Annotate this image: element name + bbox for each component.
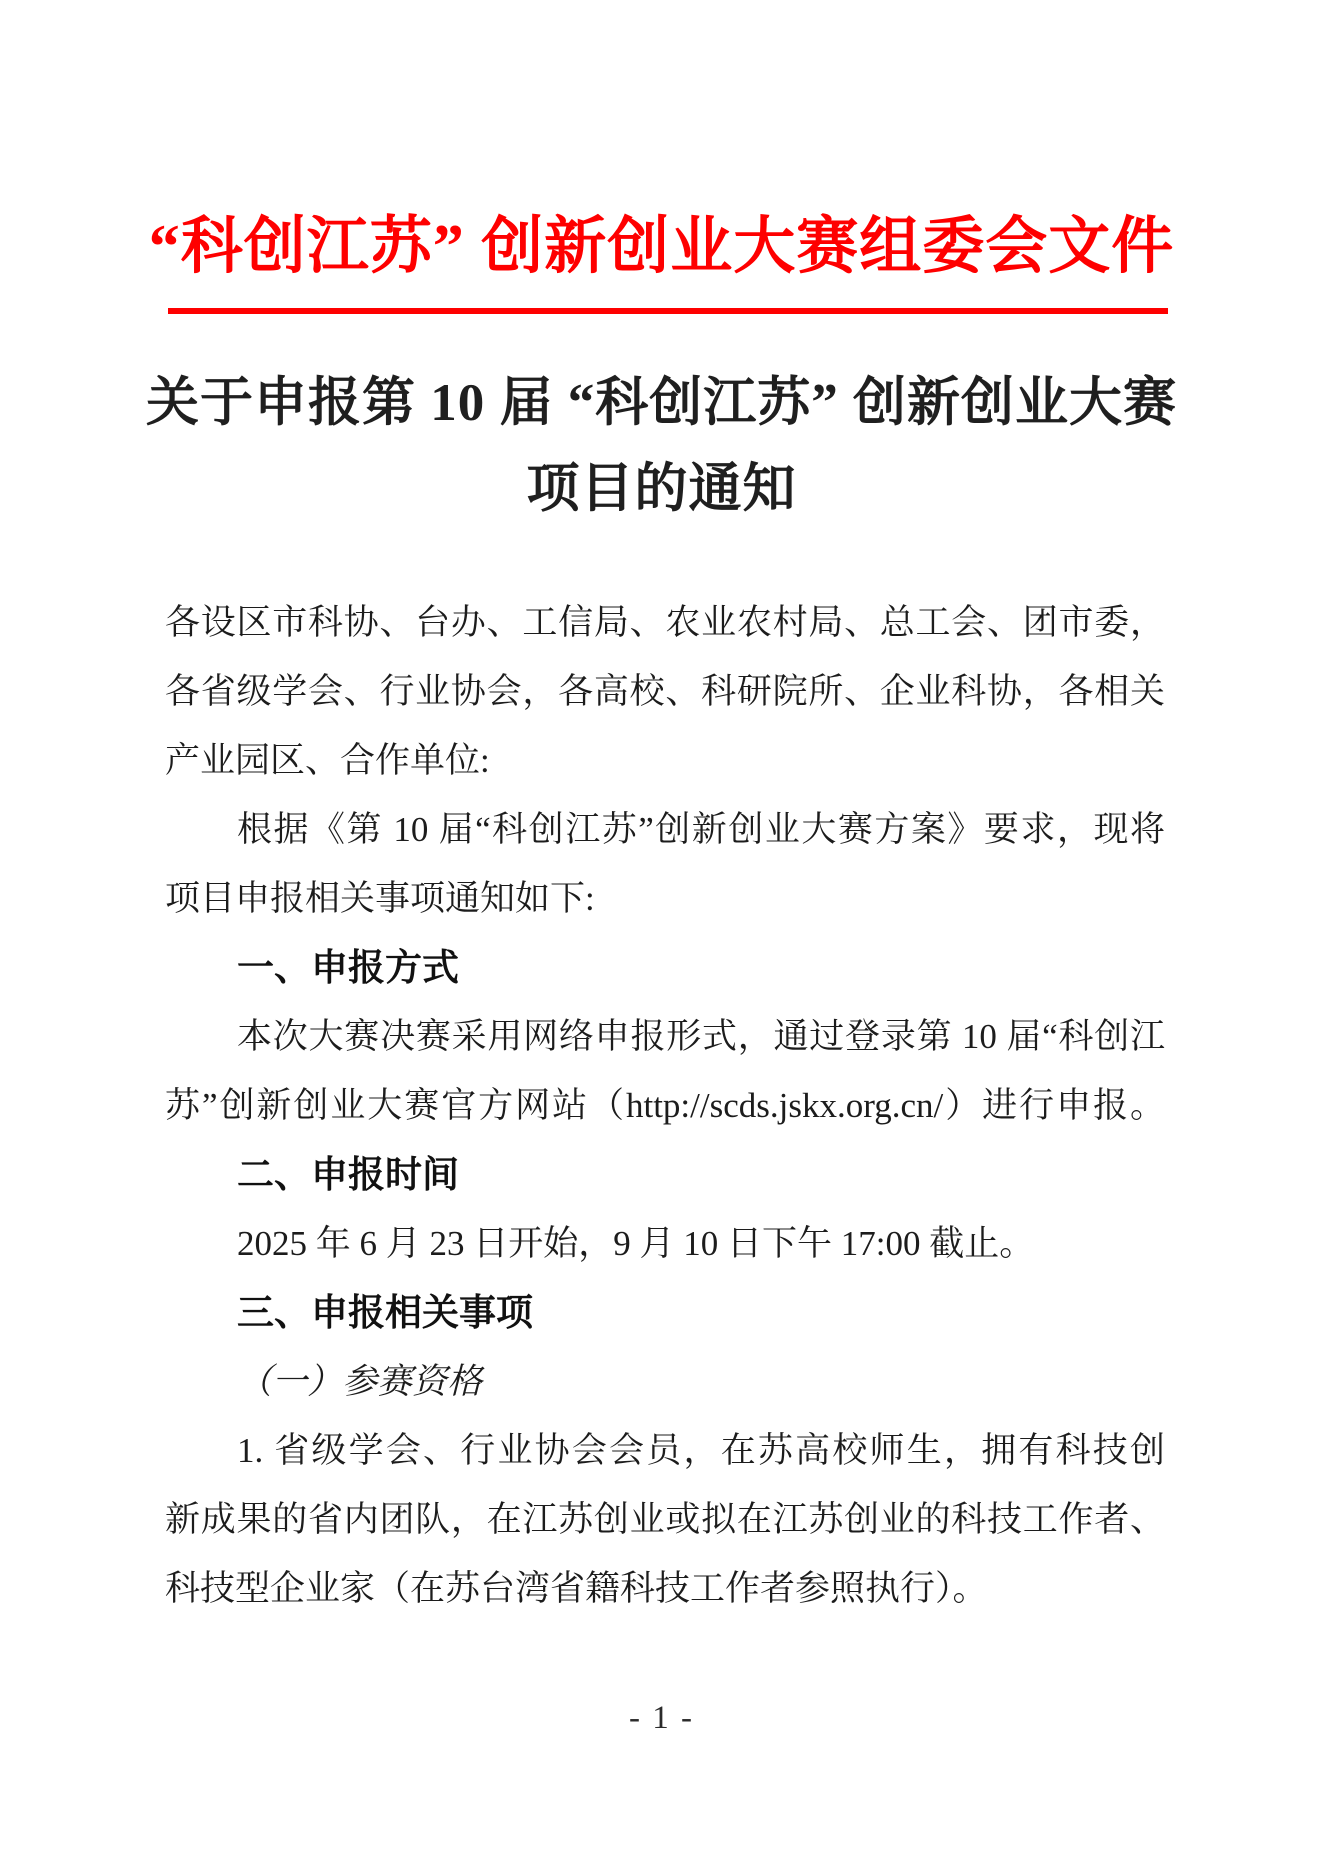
body-line: 各省级学会、行业协会，各高校、科研院所、企业科协，各相关: [165, 672, 1165, 711]
body-line: 各设区市科协、台办、工信局、农业农村局、总工会、团市委，: [165, 603, 1165, 642]
page-number: - 1 -: [629, 1700, 694, 1736]
body-line: 2025 年 6 月 23 日开始，9 月 10 日下午 17:00 截止。: [237, 1224, 1035, 1263]
document-title: [0, 360, 1323, 532]
red-divider-line: [168, 308, 1168, 314]
body-line: 新成果的省内团队，在江苏创业或拟在江苏创业的科技工作者、: [165, 1500, 1165, 1539]
body-line: 科技型企业家（在苏台湾省籍科技工作者参照执行）。: [165, 1569, 988, 1608]
body-line: 苏”创新创业大赛官方网站（http://scds.jskx.org.cn/）进行申报。: [165, 1086, 1165, 1125]
body-line: 1. 省级学会、行业协会会员，在苏高校师生，拥有科技创: [237, 1431, 1165, 1470]
section-heading-3: 三、申报相关事项: [237, 1292, 533, 1333]
body-line: 产业园区、合作单位:: [165, 741, 490, 780]
document-title-line-2: 项目的通知: [526, 460, 797, 518]
body-line: 本次大赛决赛采用网络申报形式，通过登录第 10 届“科创江: [237, 1017, 1165, 1056]
red-banner-title: “科创江苏” 创新创业大赛组委会文件: [148, 213, 1175, 281]
subsection-heading: （一）参赛资格: [237, 1362, 483, 1401]
body-line: 项目申报相关事项通知如下:: [165, 879, 595, 918]
body-line: 根据《第 10 届“科创江苏”创新创业大赛方案》要求，现将: [237, 810, 1165, 849]
document-body: [165, 588, 1165, 1623]
section-heading-1: 一、申报方式: [237, 947, 459, 988]
section-heading-2: 二、申报时间: [237, 1154, 459, 1195]
document-title-line-1: 关于申报第 10 届 “科创江苏” 创新创业大赛: [146, 374, 1177, 432]
